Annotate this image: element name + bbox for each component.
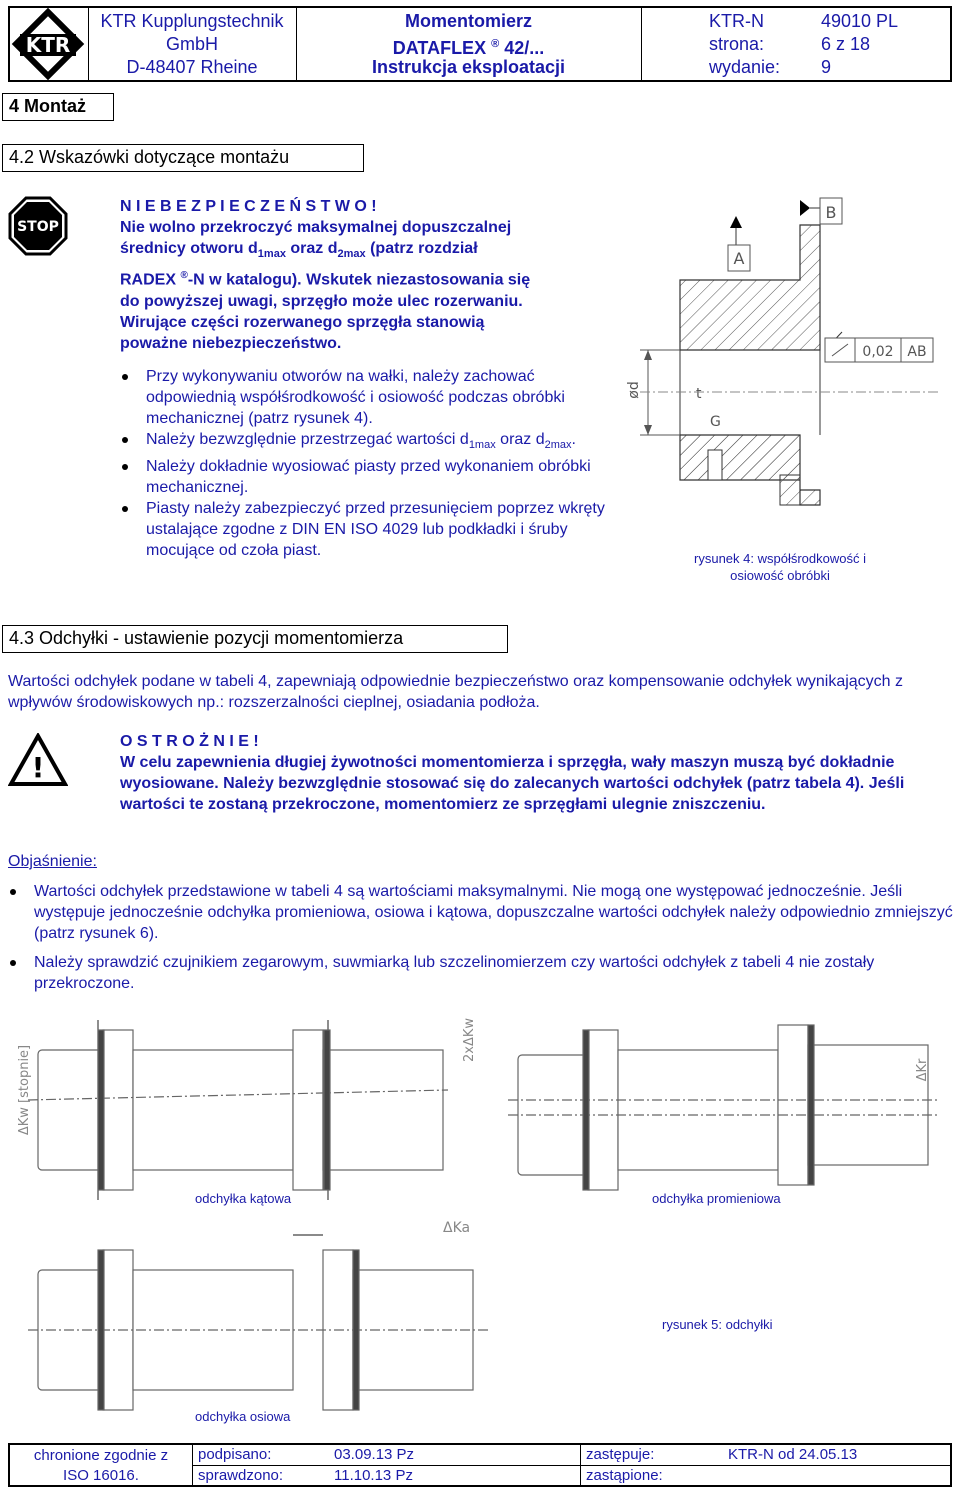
edition-label: wydanie: [709,57,781,77]
danger-line-2-text: średnicy otworu d [120,240,258,257]
section-heading-4-2: 4.2 Wskazówki dotyczące montażu [2,144,364,172]
danger-sub-2: 2max [337,248,366,261]
figure-5-drawings [8,1010,952,1435]
danger-line-1: Nie wolno przekroczyć maksymalnej dopuszczalnej [120,219,512,236]
danger-reg: ® [180,270,188,282]
warning-icon-glyph: ! [31,751,45,784]
danger-line-4: do powyższej uwagi, sprzęgło może ulec rozerwaniu. [120,292,523,310]
svg-text:KTR: KTR [25,33,71,57]
document-header [8,6,952,82]
replaced-label: zastąpione: [586,1467,663,1484]
stop-sign-text: STOP [17,219,59,235]
figure-4-drawing [620,190,950,550]
explanation-label: Objaśnienie: [8,853,97,870]
section-heading-4: 4 Montaż [2,93,114,121]
footer-replace-cell [580,1445,950,1485]
tolerance-reference: AB [907,344,927,360]
footer-norm-cell [10,1445,193,1485]
doc-label: KTR-N [709,11,764,31]
tolerance-value: 0,02 [862,344,894,360]
figure-4-caption-line-2: osiowość obróbki [730,568,830,583]
danger-warning [120,196,600,354]
list-item-mid: oraz d [495,431,545,448]
ktr-logo [10,8,86,80]
manual-title: Instrukcja eksploatacji [371,57,566,77]
figure-5-caption: rysunek 5: odchyłki [662,1317,773,1332]
list-item: Wartości odchyłek przedstawione w tabeli 4 są wartościami maksymalnymi. Nie mogą one występować jednocześnie. Jeśli występuje jednocześnie odchyłka promieniowa, osiowa i kątowa, dopuszczalne wartości odchyłek należy odpowiednio zmniejszyć (patrz rysunek 6). [8,881,953,944]
warning-icon [8,733,68,787]
danger-title: N I E B E Z P I E C Z E Ń S T W O ! [120,198,377,215]
product-cell [296,8,642,80]
axial-deviation-symbol: ΔKa [443,1220,471,1236]
radial-coupling-drawing [508,1025,938,1190]
footer-norm-line-1: chronione zgodnie z [33,1447,169,1464]
product-brand: DATAFLEX [392,38,487,58]
replaces-value: KTR-N od 24.05.13 [728,1446,858,1463]
danger-line-2 [120,238,600,265]
danger-line-5: Wirujące części rozerwanego sprzęgła stanowią [120,313,485,331]
list-item [120,429,615,456]
list-item-text: Należy bezwzględnie przestrzegać wartości d [146,431,469,448]
figure-4-caption-line-1: rysunek 4: współśrodkowość i [694,551,866,566]
list-item: Przy wykonywaniu otworów na wałki, należy zachować odpowiednią współśrodkowość i osiowość podczas obróbki mechanicznej (patrz rysunek 4). [120,366,615,429]
mounting-notes-list [120,366,615,561]
danger-line-2-mid: oraz d [285,240,338,257]
doc-number: 49010 PL [821,11,899,31]
danger-line-6: poważne niebezpieczeństwo. [120,334,342,352]
document-footer [8,1443,952,1487]
product-type: Momentomierz [404,11,532,31]
footer-sign-cell [192,1445,581,1485]
figure-4-caption [660,550,900,584]
radial-caption: odchyłka promieniowa [652,1191,781,1206]
danger-line-3-tail: -N w katalogu). Wskutek niezastosowania się [187,271,531,289]
company-address: D-48407 Rheine [126,57,258,77]
caution-text: W celu zapewnienia długiej żywotności momentomierza i sprzęgła, wały maszyn muszą być dokładnie wyosiowane. Należy bezwzględnie stosować się do zalecanych wartości odchyłek (patrz tabela 4). Jeśli wartości te zostaną przekroczone, momentomierz ze sprzęgłami ulegnie zniszczeniu. [120,754,905,813]
section-heading-4-3: 4.3 Odchyłki - ustawienie pozycji momentomierza [2,625,508,653]
double-angular-symbol: 2xΔKw [462,1017,477,1063]
danger-sub-1: 1max [257,248,286,261]
caution-warning [120,731,950,815]
depth-label: t [696,386,702,402]
deviations-intro: Wartości odchyłek podane w tabeli 4, zapewniają odpowiednie bezpieczeństwo oraz kompensowanie odchyłek wynikających z wpływów środowiskowych np.: rozszerzalności cieplnej, osiadania podłoża. [8,673,904,711]
danger-line-2-tail: (patrz rozdział [365,240,478,257]
datum-b-label: B [825,203,837,222]
checked-label: sprawdzono: [198,1467,284,1484]
signed-label: podpisano: [198,1446,272,1463]
danger-radex: RADEX [120,271,177,289]
explanation-list [8,881,953,994]
checked-value: 11.10.13 Pz [334,1467,413,1484]
product-size: 42/... [499,38,545,58]
edition-value: 9 [821,57,832,77]
list-item-end: . [571,431,576,448]
page-label: strona: [709,34,765,54]
logo-cell [10,8,89,80]
axial-coupling-drawing [28,1235,488,1410]
datum-a-label: A [733,249,745,268]
caution-title: O S T R O Ż N I E ! [120,733,259,750]
axial-caption: odchyłka osiowa [195,1409,291,1424]
doc-info-cell [641,8,950,80]
angular-coupling-drawing [28,1020,448,1200]
page-value: 6 z 18 [821,34,871,54]
list-item-sub: 1max [468,439,496,452]
footer-norm-line-2: ISO 16016. [63,1467,139,1484]
signed-value: 03.09.13 Pz [334,1446,415,1463]
company-form: GmbH [165,34,218,54]
stop-sign-icon [8,196,68,256]
company-cell [88,8,297,80]
danger-line-3 [120,265,600,290]
registered-mark: ® [491,38,500,50]
radial-deviation-symbol: ΔKr [915,1058,930,1082]
angular-deviation-symbol: ΔKw [stopnie] [17,1044,32,1136]
replaces-label: zastępuje: [586,1446,655,1463]
diameter-label: ød [626,381,642,399]
list-item: Piasty należy zabezpieczyć przed przesunięciem poprzez wkręty ustalające zgodne z DIN EN ISO 4029 lub podkładki i śruby mocujące od czoła piast. [120,498,615,561]
list-item: Należy dokładnie wyosiować piasty przed wykonaniem obróbki mechanicznej. [120,456,615,498]
angular-caption: odchyłka kątowa [195,1191,292,1206]
thread-label: G [710,414,721,430]
company-name: KTR Kupplungstechnik [100,11,284,31]
list-item: Należy sprawdzić czujnikiem zegarowym, suwmiarką lub szczelinomierzem czy wartości odchyłek z tabeli 4 nie zostały przekroczone. [8,952,953,994]
list-item-sub: 2max [544,439,572,452]
